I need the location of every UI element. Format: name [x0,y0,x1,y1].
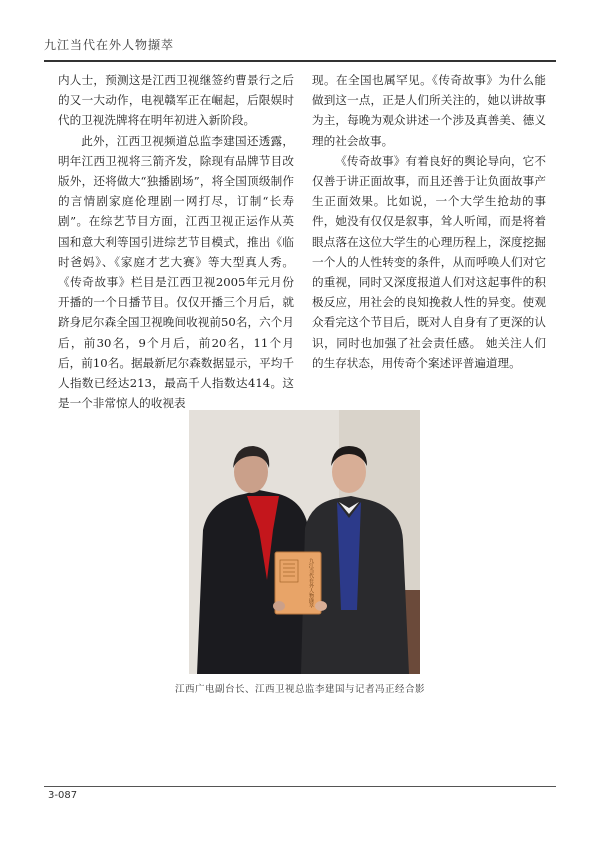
right-paragraph-2: 《传奇故事》有着良好的舆论导向，它不仅善于讲正面故事，而且还善于让负面故事产生正面效果。比如说，一个大学生抢劫的事件，她没有仅仅是叙事，耸人听闻，而是将着眼点落在这位大学生的心理历程上，深度挖掘一个人的人性转变的条件，从而呼唤人们对它的重视，同时又深度报道人们对这起事件的积极反应，用社会的良知挽救人性的异变。使观众看完这个节目后，既对人自身有了更深的认识，同时也加强了社会责任感。 她关注人们的生存状态，用传奇个案述评普遍道理。 [312,153,546,370]
photo-illustration [189,410,420,674]
group-photo [189,410,420,674]
left-paragraph-2: 此外，江西卫视频道总监李建国还透露，明年江西卫视将三箭齐发，除现有品牌节目改版外，还将做大“独播剧场”，将全国顶级制作的言情剧家庭伦理剧一网打尽，订制“长寿剧”。在综艺节目方面，江西卫视正运作从英国和意大利等国引进综艺节目模式，推出《临时爸妈》、《家庭才艺大赛》等大型真人秀。《传奇故事》栏目是江西卫视2005年元月份开播的一个日播节目。仅仅开播三个月后，就跻身尼尔森全国卫视晚间收视前50名，六个月后，前30名，9个月后，前20名，11个月后，前10名。据最新尼尔森数据显示，平均千人指数已经达213，最高千人指数达414。这是一个非常惊人的收视表 [58,133,294,411]
left-text-column [58,70,294,413]
book-title: 九江当代在外人物撷萃 [308,558,314,608]
page-header [44,30,556,62]
left-paragraph-1: 内人士，预测这是江西卫视继签约曹景行之后的又一大动作，电视赣军正在崛起，后限娱时代的卫视洗牌将在明年初进入新阶段。 [58,73,294,128]
footer-rule [44,786,556,787]
page-number: 3-087 [48,790,78,801]
right-text-column [312,70,546,373]
photo-caption: 江西广电副台长、江西卫视总监李建国与记者冯正经合影 [174,684,425,695]
header-title: 九江当代在外人物撷萃 [44,38,175,52]
right-paragraph-1: 现。在全国也属罕见。《传奇故事》为什么能做到这一点，正是人们所关注的，她以讲故事为主，每晚为观众讲述一个涉及真善美、德义理的社会故事。 [312,73,546,148]
